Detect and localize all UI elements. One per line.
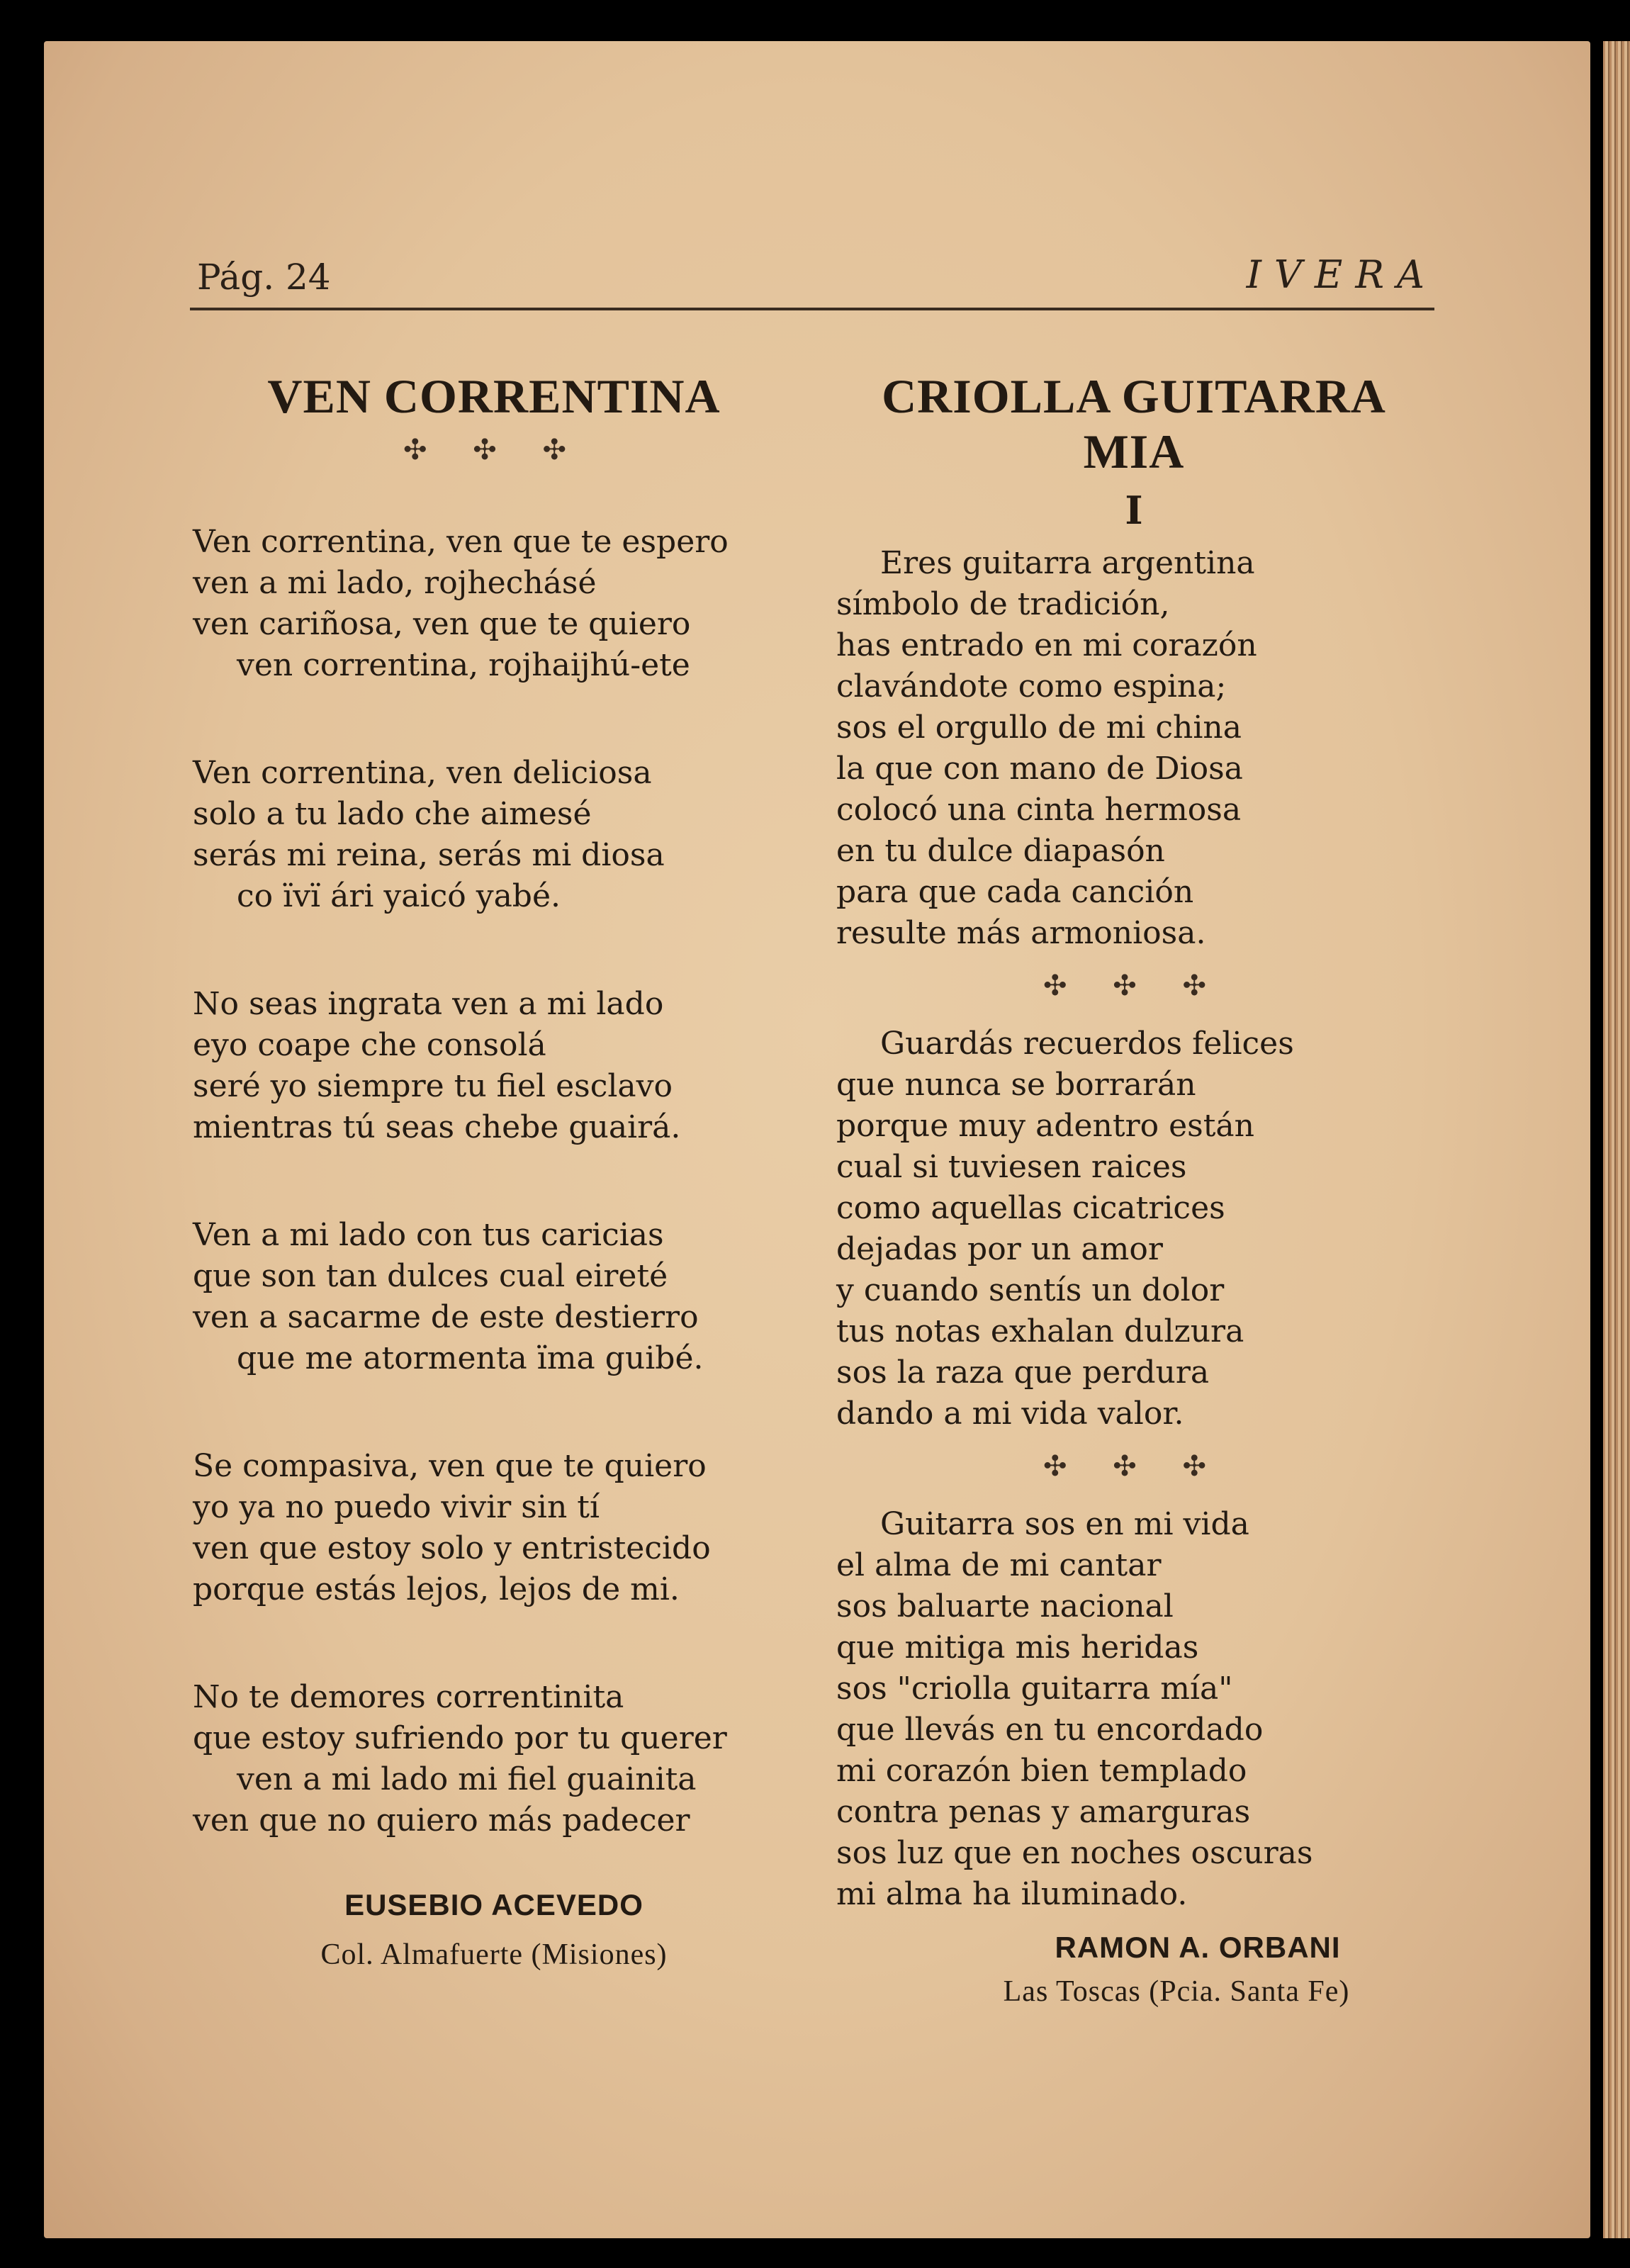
verse-line: que nunca se borrarán	[836, 1067, 1196, 1103]
verse-line: solo a tu lado che aimesé	[193, 796, 592, 832]
stanza-5	[193, 1446, 795, 1610]
verse-line: co ïvï ári yaicó yabé.	[237, 878, 561, 914]
verse-line: sos el orgullo de mi china	[836, 709, 1242, 746]
poem-title-line-1: CRIOLLA GUITARRA	[882, 369, 1386, 423]
verse-line: que mitiga mis heridas	[836, 1629, 1199, 1666]
verse-line: has entrado en mi corazón	[836, 627, 1257, 663]
verse-line: tus notas exhalan dulzura	[836, 1313, 1244, 1349]
page-edge-stack	[1603, 41, 1630, 2238]
verse-line: serás mi reina, serás mi diosa	[193, 837, 665, 873]
verse-line: sos luz que en noches oscuras	[836, 1835, 1313, 1871]
verse-line: Se compasiva, ven que te quiero	[193, 1448, 707, 1484]
verse-line: No seas ingrata ven a mi lado	[193, 986, 664, 1022]
stanza-1	[193, 522, 795, 686]
author-name: RAMON A. ORBANI	[1055, 1931, 1341, 1964]
poem-title	[836, 369, 1432, 479]
verse-line: la que con mano de Diosa	[836, 751, 1243, 787]
verse-line: No te demores correntinita	[193, 1679, 624, 1715]
verse-line: ven a sacarme de este destierro	[193, 1299, 699, 1335]
page-number: Pág. 24	[197, 257, 331, 298]
verse-line: Eres guitarra argentina	[880, 545, 1255, 581]
verse-line: para que cada canción	[836, 874, 1194, 910]
verse-line: que me atormenta ïma guibé.	[237, 1340, 704, 1376]
verse-line: porque muy adentro están	[836, 1108, 1254, 1144]
verse-line: sos "criolla guitarra mía"	[836, 1671, 1233, 1707]
stanza-6	[193, 1677, 795, 1841]
verse-line: yo ya no puedo vivir sin tí	[193, 1489, 600, 1525]
ornament-divider: ✣ ✣ ✣	[1043, 1450, 1225, 1483]
stanza-3	[836, 1504, 1432, 1915]
verse-line: ven que estoy solo y entristecido	[193, 1530, 711, 1566]
verse-line: clavándote como espina;	[836, 668, 1227, 704]
header-rule	[190, 308, 1434, 310]
verse-line: ven a mi lado mi fiel guainita	[237, 1761, 697, 1797]
poem-title: VEN CORRENTINA	[267, 369, 721, 423]
verse-line: contra penas y amarguras	[836, 1794, 1251, 1830]
poem-ven-correntina	[193, 369, 795, 1972]
stanza-2	[193, 753, 795, 917]
stanza-4	[193, 1215, 795, 1379]
verse-line: mi corazón bien templado	[836, 1753, 1247, 1789]
poem-title-line-2: MIA	[1083, 425, 1185, 478]
ornament-divider: ✣ ✣ ✣	[403, 434, 585, 466]
ornament-divider: ✣ ✣ ✣	[1043, 970, 1225, 1002]
verse-line: en tu dulce diapasón	[836, 833, 1165, 869]
stanza-3	[193, 984, 795, 1148]
verse-line: que estoy sufriendo por tu querer	[193, 1720, 727, 1756]
verse-line: mi alma ha iluminado.	[836, 1876, 1188, 1912]
author-location: Las Toscas (Pcia. Santa Fe)	[1003, 1975, 1350, 2008]
verse-line: resulte más armoniosa.	[836, 915, 1206, 951]
verse-line: ven cariñosa, ven que te quiero	[193, 606, 691, 642]
verse-line: ven a mi lado, rojhechásé	[193, 565, 597, 601]
verse-line: Ven a mi lado con tus caricias	[193, 1217, 664, 1253]
verse-line: ven que no quiero más padecer	[193, 1802, 690, 1838]
verse-line: dejadas por un amor	[836, 1231, 1163, 1267]
author-name: EUSEBIO ACEVEDO	[344, 1888, 643, 1921]
author-location: Col. Almafuerte (Misiones)	[320, 1938, 668, 1971]
verse-line: dando a mi vida valor.	[836, 1396, 1184, 1432]
verse-line: que llevás en tu encordado	[836, 1712, 1264, 1748]
poem-criolla-guitarra-mia	[836, 369, 1432, 2009]
verse-line: símbolo de tradición,	[836, 586, 1170, 622]
verse-line: Ven correntina, ven deliciosa	[193, 755, 652, 791]
stanza-1	[836, 543, 1432, 954]
verse-line: colocó una cinta hermosa	[836, 792, 1242, 828]
journal-title: IVERA	[1246, 252, 1437, 297]
verse-line: el alma de mi cantar	[836, 1547, 1162, 1583]
part-number: I	[1125, 488, 1143, 533]
verse-line: porque estás lejos, lejos de mi.	[193, 1571, 680, 1607]
verse-line: Ven correntina, ven que te espero	[193, 524, 729, 560]
verse-line: que son tan dulces cual eireté	[193, 1258, 668, 1294]
verse-line: eyo coape che consolá	[193, 1027, 546, 1063]
verse-line: ven correntina, rojhaijhú-ete	[237, 647, 690, 683]
verse-line: seré yo siempre tu fiel esclavo	[193, 1068, 673, 1104]
verse-line: Guitarra sos en mi vida	[880, 1506, 1249, 1542]
verse-line: sos la raza que perdura	[836, 1354, 1210, 1391]
verse-line: cual si tuviesen raices	[836, 1149, 1187, 1185]
verse-line: y cuando sentís un dolor	[836, 1272, 1225, 1308]
verse-line: mientras tú seas chebe guairá.	[193, 1109, 681, 1145]
verse-line: Guardás recuerdos felices	[880, 1026, 1294, 1062]
stanza-2	[836, 1023, 1432, 1435]
verse-line: como aquellas cicatrices	[836, 1190, 1225, 1226]
verse-line: sos baluarte nacional	[836, 1588, 1174, 1624]
